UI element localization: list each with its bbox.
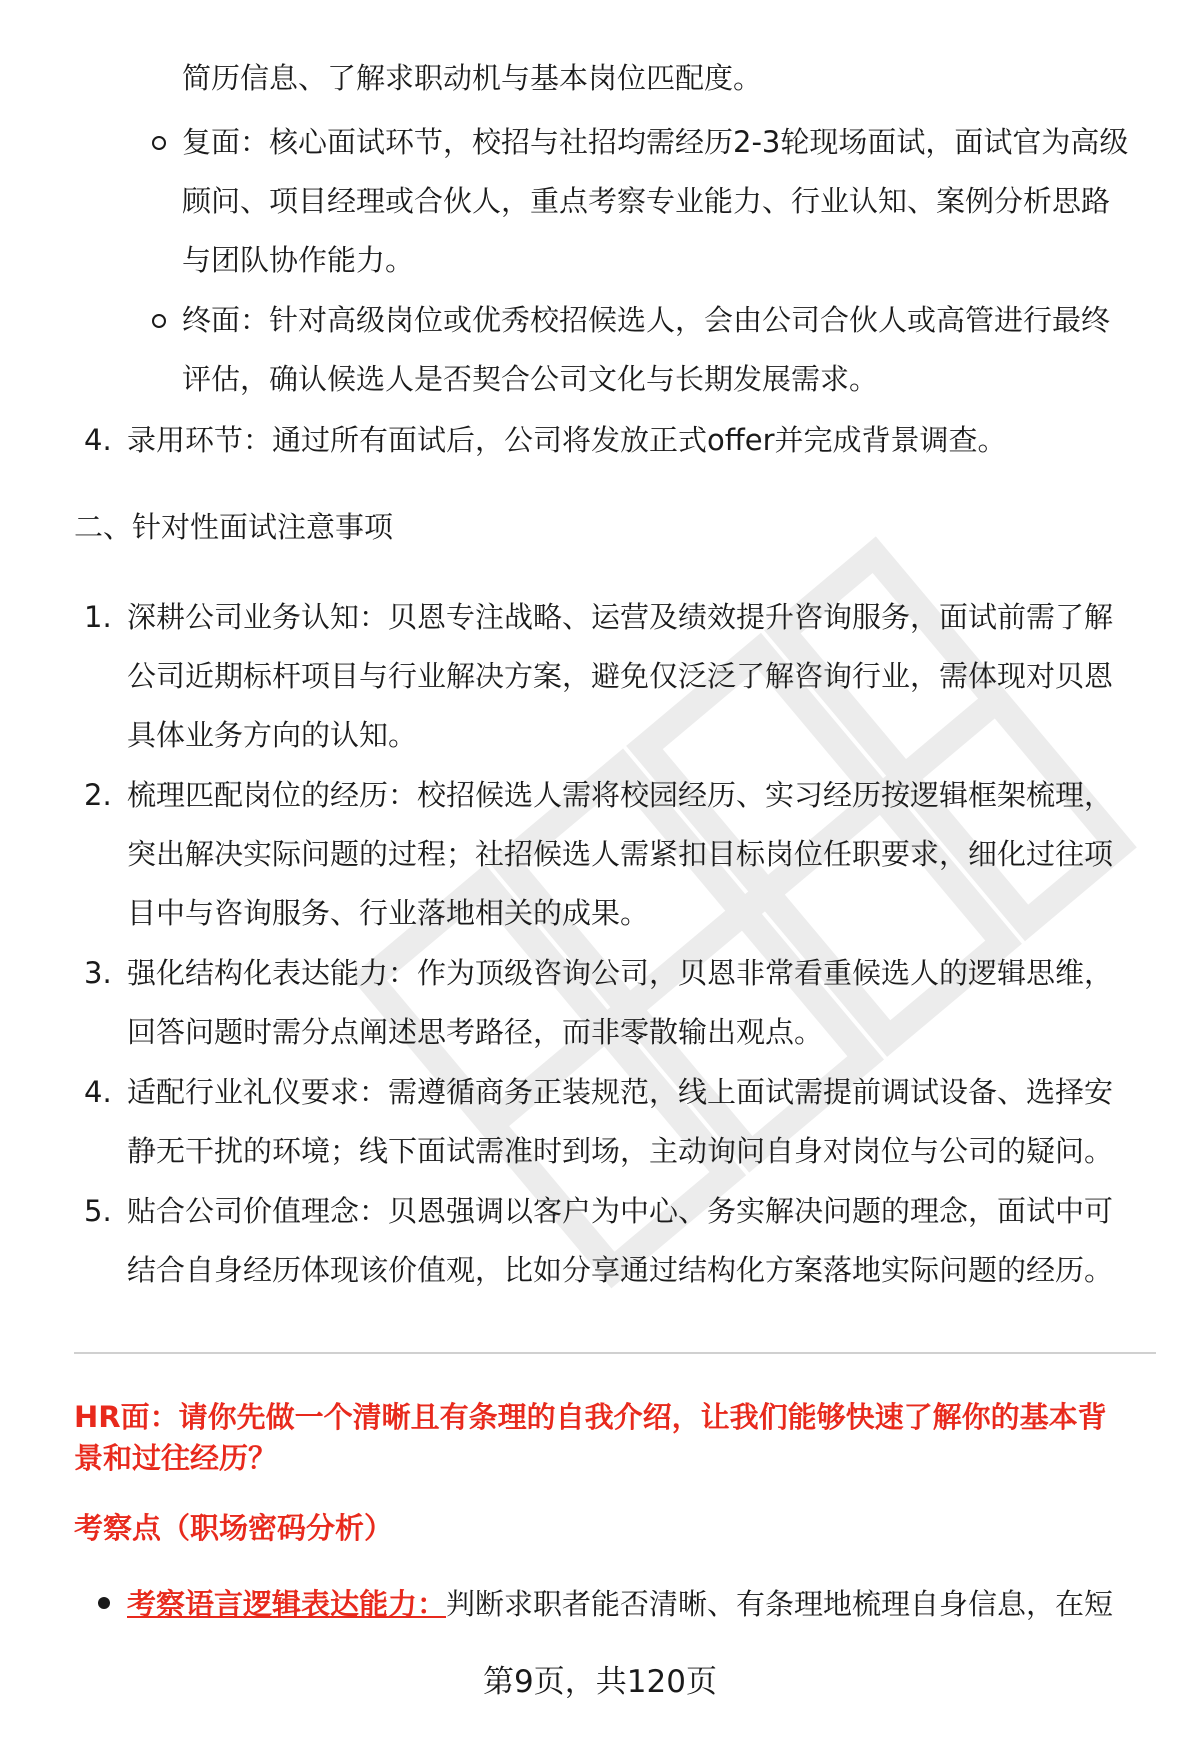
sub-item-line: 复面：核心面试环节，校招与社招均需经历2-3轮现场面试，面试官为高级 (182, 125, 1129, 159)
list-number: 5. (84, 1194, 112, 1228)
tip-line: 结合自身经历体现该价值观，比如分享通过结构化方案落地实际问题的经历。 (127, 1253, 1114, 1287)
sub-item-line: 顾问、项目经理或合伙人，重点考察专业能力、行业认知、案例分析思路 (182, 184, 1111, 218)
hr-question-line: 景和过往经历？ (74, 1441, 278, 1475)
hollow-bullet-icon (152, 136, 166, 150)
tip-line: 深耕公司业务认知：贝恩专注战略、运营及绩效提升咨询服务，面试前需了解 (127, 600, 1114, 634)
tip-line: 目中与咨询服务、行业落地相关的成果。 (127, 896, 650, 930)
tip-line: 适配行业礼仪要求：需遵循商务正装规范，线上面试需提前调试设备、选择安 (127, 1075, 1114, 1109)
sub-item-line: 与团队协作能力。 (182, 243, 415, 277)
list-number: 4. (84, 1075, 112, 1109)
list-number: 1. (84, 600, 112, 634)
bullet-dot-icon (98, 1597, 110, 1609)
tip-line: 回答问题时需分点阐述思考路径，而非零散输出观点。 (127, 1015, 824, 1049)
continuation-text: 简历信息、了解求职动机与基本岗位匹配度。 (182, 61, 763, 95)
list-number: 2. (84, 778, 112, 812)
tip-line: 静无干扰的环境；线下面试需准时到场，主动询问自身对岗位与公司的疑问。 (127, 1134, 1114, 1168)
tip-line: 梳理匹配岗位的经历：校招候选人需将校园经历、实习经历按逻辑框架梳理， (127, 778, 1114, 812)
point-text: 判断求职者能否清晰、有条理地梳理自身信息，在短 (446, 1587, 1114, 1621)
sub-item-line: 终面：针对高级岗位或优秀校招候选人，会由公司合伙人或高管进行最终 (182, 303, 1111, 337)
inspect-point-title: 考察点（职场密码分析） (74, 1511, 394, 1545)
section-title: 二、针对性面试注意事项 (74, 510, 394, 544)
sub-item-line: 评估，确认候选人是否契合公司文化与长期发展需求。 (182, 362, 879, 396)
section-divider (74, 1352, 1156, 1354)
list-number: 3. (84, 956, 112, 990)
list-number: 4. (84, 423, 112, 457)
point-line (127, 1584, 1113, 1624)
list-item-text: 录用环节：通过所有面试后，公司将发放正式offer并完成背景调查。 (127, 423, 1007, 457)
point-label: 考察语言逻辑表达能力： (127, 1587, 447, 1621)
tip-line: 强化结构化表达能力：作为顶级咨询公司，贝恩非常看重候选人的逻辑思维， (127, 956, 1114, 990)
tip-line: 公司近期标杆项目与行业解决方案，避免仅泛泛了解咨询行业，需体现对贝恩 (127, 659, 1114, 693)
hollow-bullet-icon (152, 314, 166, 328)
tip-line: 贴合公司价值理念：贝恩强调以客户为中心、务实解决问题的理念，面试中可 (127, 1194, 1114, 1228)
tip-line: 具体业务方向的认知。 (127, 718, 418, 752)
page-number: 第9页，共120页 (483, 1664, 717, 1700)
hr-question-line: HR面：请你先做一个清晰且有条理的自我介绍，让我们能够快速了解你的基本背 (74, 1400, 1107, 1434)
tip-line: 突出解决实际问题的过程；社招候选人需紧扣目标岗位任职要求，细化过往项 (127, 837, 1114, 871)
